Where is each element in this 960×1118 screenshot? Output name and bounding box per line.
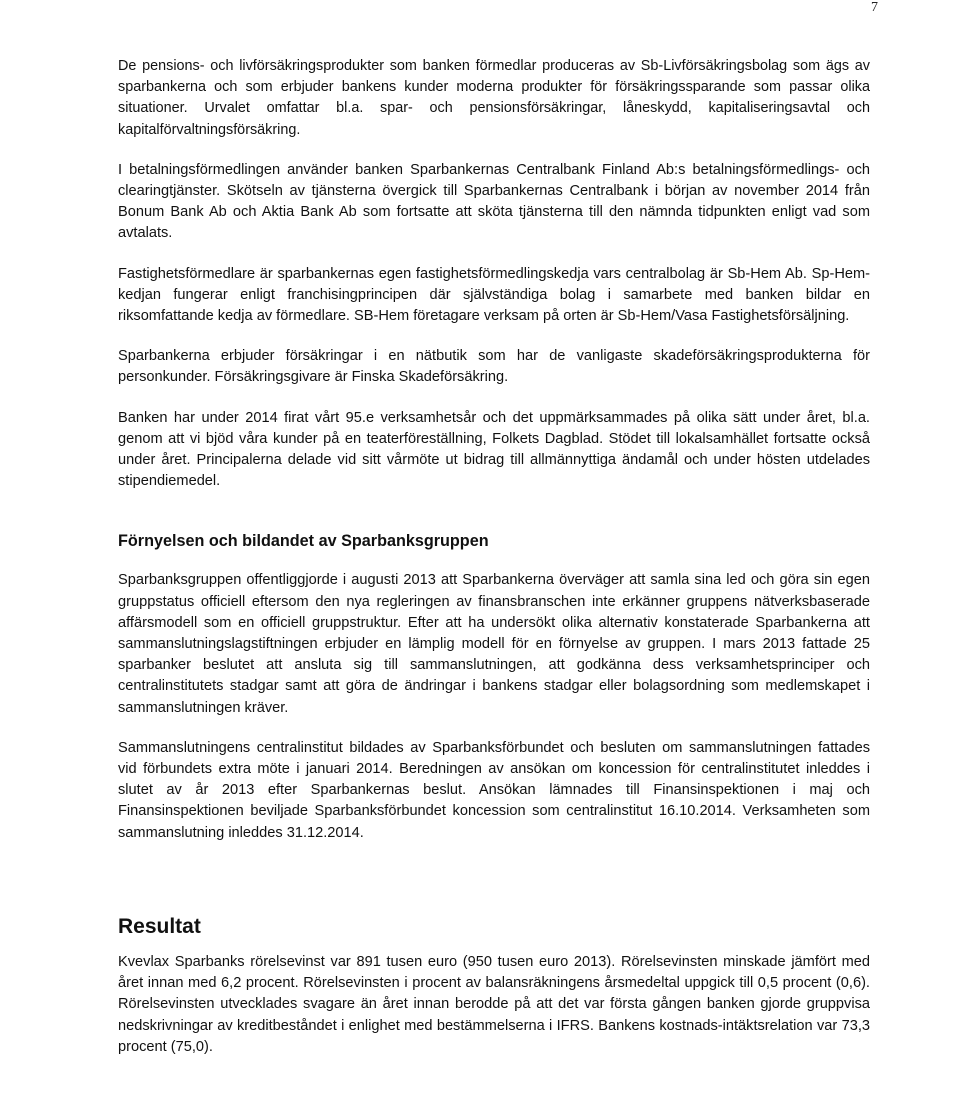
- paragraph-insurance-products: De pensions- och livförsäkringsprodukter som banken förmedlar produceras av Sb-Livförsäkringsbolag som ägs av sparbankerna och som erbjuder bankens kunder moderna produkter för försäkringssparande som passar olika situationer. Urvalet omfattar bl.a. spar- och pensionsförsäkringar, låneskydd, kapitaliseringsavtal och kapitalförvaltningsförsäkring.: [118, 58, 870, 138]
- section-spacer: [118, 863, 870, 915]
- document-body: [118, 56, 870, 1058]
- paragraph-result: Kvevlax Sparbanks rörelsevinst var 891 tusen euro (950 tusen euro 2013). Rörelsevinsten minskade jämfört med året innan med 6,2 procent. Rörelsevinsten i procent av balansräkningens årsmedeltal uppgick till 0,5 procent (0,6). Rörelsevinsten utvecklades svagare än året innan berodde på att det var första gången banken gjorde gruppvisa nedskrivningar av kreditbeståndet i enlighet med bestämmelserna i IFRS. Bankens kostnads-intäktsrelation var 73,3 procent (75,0).: [118, 953, 870, 1055]
- section-heading-result: Resultat: [118, 914, 201, 938]
- paragraph-real-estate: Fastighetsförmedlare är sparbankernas egen fastighetsförmedlingskedja vars centralbolag är Sb-Hem Ab. Sp-Hem-kedjan fungerar enligt franchisingprincipen där självständiga bolag i samarbete med banken bildar en riksomfattande kedja av förmedlare. SB-Hem företagare verksam på orten är Sb-Hem/Vasa Fastighetsförsäljning.: [118, 265, 870, 325]
- section-heading-renewal: Förnyelsen och bildandet av Sparbanksgruppen: [118, 532, 489, 551]
- paragraph-payment-services: I betalningsförmedlingen använder banken Sparbankernas Centralbank Finland Ab:s betalningsförmedlings- och clearingtjänster. Skötseln av tjänsterna övergick till Sparbankernas Centralbank i början av november 2014 från Bonum Bank Ab och Aktia Bank Ab som fortsatte att sköta tjänsterna till den nämnda tidpunkten enligt vad som avtalats.: [118, 161, 870, 242]
- paragraph-online-insurance: Sparbankerna erbjuder försäkringar i en nätbutik som har de vanligaste skadeförsäkringsprodukterna för personkunder. Försäkringsgivare är Finska Skadeförsäkring.: [118, 348, 870, 386]
- paragraph-group-renewal: Sparbanksgruppen offentliggjorde i augusti 2013 att Sparbankerna överväger att samla sina led och göra sin egen gruppstatus officiell eftersom den nya regleringen av finansbranschen inte erkänner gruppens nätverksbaserade affärsmodell som en officiell gruppstruktur. Efter att ha undersökt olika alternativ konstaterade Sparbankerna att sammanslutningslagstiftningen erbjuder en lämplig modell för en förnyelse av gruppen. I mars 2013 fattade 25 sparbanker beslutet att ansluta sig till sammanslutningen, att godkänna dess verksamhetsprinciper och centralinstitutets stadgar samt att göra de ändringar i bankens stadgar eller bolagsordning som medlemskapet i sammanslutningen kräver.: [118, 572, 870, 716]
- paragraph-central-institute: Sammanslutningens centralinstitut bildades av Sparbanksförbundet och besluten om sammanslutningen fattades vid förbundets extra möte i januari 2014. Beredningen av ansökan om koncession för centralinstitutet inleddes i slutet av år 2013 efter Sparbankernas beslut. Ansökan lämnades till Finansinspektionen i maj och Finansinspektionen beviljade Sparbanksförbundet koncession som centralinstitut 16.10.2014. Verksamheten som sammanslutning inleddes 31.12.2014.: [118, 739, 870, 841]
- page-number: 7: [871, 0, 878, 15]
- paragraph-anniversary: Banken har under 2014 firat vårt 95.e verksamhetsår och det uppmärksammades på olika sätt under året, bl.a. genom att vi bjöd våra kunder på en teaterföreställning, Folkets Dagblad. Stödet till lokalsamhället fortsatte också under året. Principalerna delade vid sitt vårmöte ut bidrag till allmännyttiga ändamål och under hösten utdelades stipendiemedel.: [118, 409, 870, 490]
